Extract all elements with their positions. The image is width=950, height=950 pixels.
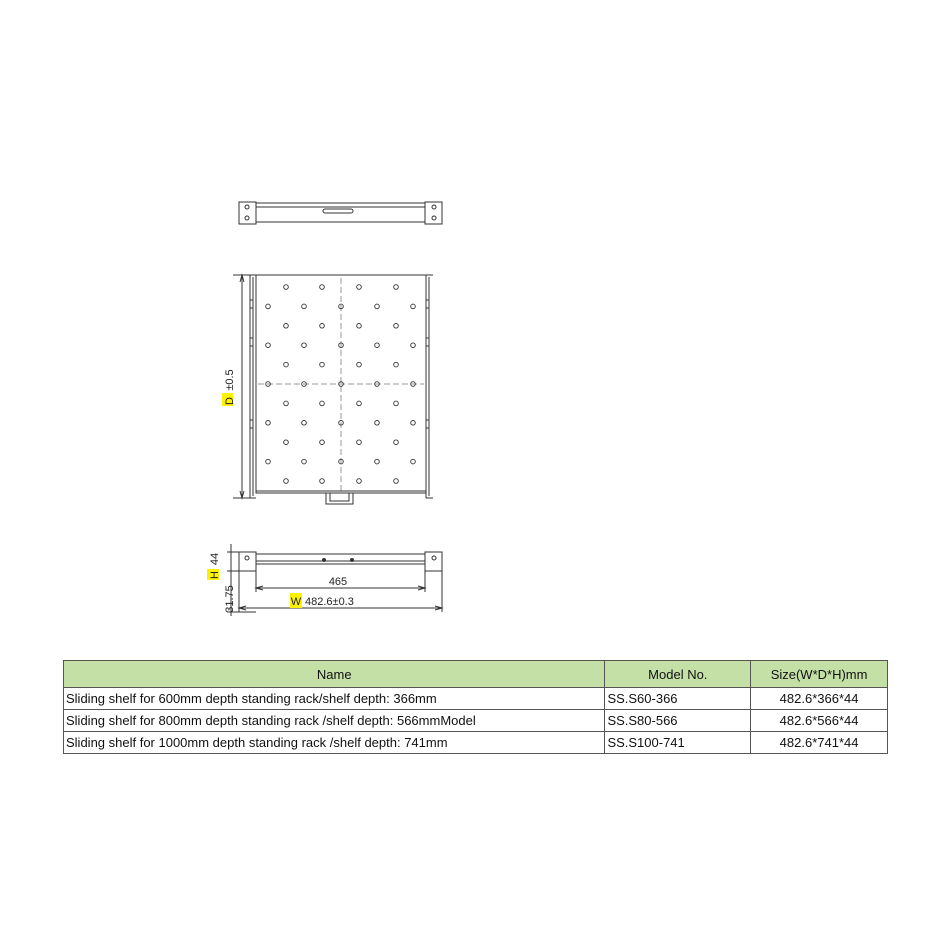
- cell-model: SS.S60-366: [605, 688, 751, 710]
- vent-hole: [320, 285, 325, 290]
- table-row: [64, 710, 888, 732]
- vent-hole: [357, 324, 362, 329]
- cell-model: SS.S80-566: [605, 710, 751, 732]
- vent-hole: [320, 401, 325, 406]
- vent-hole: [394, 479, 399, 484]
- header-model-no: Model No.: [605, 661, 751, 688]
- vent-hole: [302, 459, 307, 464]
- vent-hole: [284, 362, 289, 367]
- vent-hole: [357, 362, 362, 367]
- vent-hole: [411, 459, 416, 464]
- width-value: 482.6±0.3: [305, 596, 354, 608]
- vent-hole: [394, 362, 399, 367]
- vent-hole: [284, 401, 289, 406]
- vent-hole: [411, 343, 416, 348]
- cell-name: Sliding shelf for 1000mm depth standing rack /shelf depth: 741mm: [64, 732, 605, 754]
- width-letter: W: [290, 596, 302, 608]
- depth-letter: D: [224, 397, 236, 405]
- vent-hole: [375, 421, 380, 426]
- cell-size: 482.6*566*44: [751, 710, 888, 732]
- vent-hole: [394, 440, 399, 445]
- vent-hole: [411, 421, 416, 426]
- depth-tolerance: ±0.5: [224, 369, 236, 391]
- vent-hole: [266, 459, 271, 464]
- vent-hole: [411, 304, 416, 309]
- vent-hole: [394, 401, 399, 406]
- cell-model: SS.S100-741: [605, 732, 751, 754]
- vent-hole: [394, 285, 399, 290]
- vent-hole: [284, 479, 289, 484]
- table-row: [64, 688, 888, 710]
- vent-hole: [375, 304, 380, 309]
- vent-hole: [357, 440, 362, 445]
- cell-size: 482.6*366*44: [751, 688, 888, 710]
- table-row: [64, 732, 888, 754]
- vent-hole: [320, 479, 325, 484]
- cell-size: 482.6*741*44: [751, 732, 888, 754]
- cell-name: Sliding shelf for 800mm depth standing rack /shelf depth: 566mmModel: [64, 710, 605, 732]
- vent-hole: [394, 324, 399, 329]
- vent-hole: [266, 343, 271, 348]
- height-letter: H: [209, 571, 221, 579]
- vent-hole: [302, 421, 307, 426]
- vent-hole: [375, 343, 380, 348]
- plan-view-shelf-tray: [248, 275, 433, 504]
- vent-hole: [320, 324, 325, 329]
- cell-name: Sliding shelf for 600mm depth standing rack/shelf depth: 366mm: [64, 688, 605, 710]
- vent-hole: [375, 459, 380, 464]
- vent-hole: [302, 304, 307, 309]
- table-header-row: [64, 661, 888, 688]
- vent-hole: [266, 421, 271, 426]
- vent-hole: [357, 285, 362, 290]
- vent-hole: [320, 440, 325, 445]
- top-view-front-rail: [239, 202, 442, 224]
- offset-value: 31.75: [224, 585, 236, 613]
- vent-hole: [357, 401, 362, 406]
- header-name: Name: [64, 661, 605, 688]
- header-size: Size(W*D*H)mm: [751, 661, 888, 688]
- vent-hole: [284, 324, 289, 329]
- vent-hole: [284, 285, 289, 290]
- side-view-shelf: [239, 552, 442, 571]
- vent-hole: [357, 479, 362, 484]
- product-spec-table: [63, 660, 888, 754]
- vent-hole: [266, 304, 271, 309]
- vent-hole: [284, 440, 289, 445]
- inner-width-value: 465: [328, 576, 348, 588]
- vent-hole: [320, 362, 325, 367]
- height-value: 44: [209, 552, 221, 566]
- vent-hole: [302, 343, 307, 348]
